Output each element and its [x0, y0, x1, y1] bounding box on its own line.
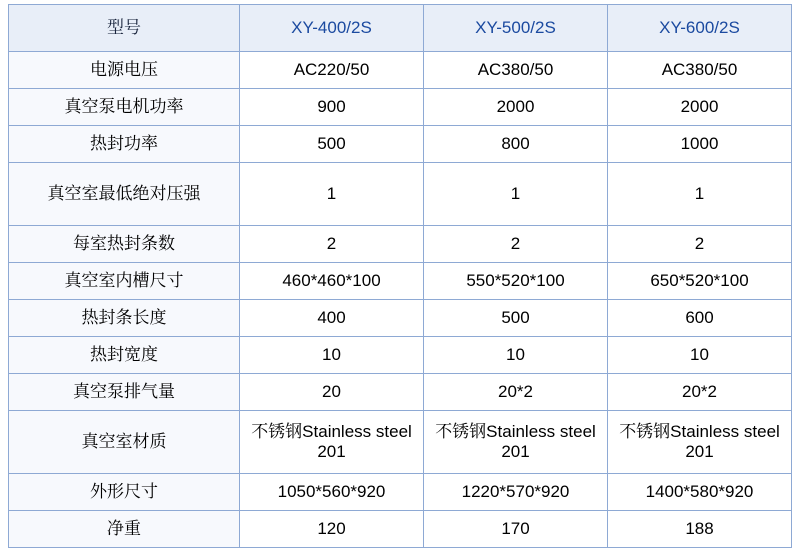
parameter-cell: 净重: [9, 511, 240, 548]
table-row: [9, 163, 792, 226]
table-row: [9, 337, 792, 374]
value-cell: 120: [240, 511, 424, 548]
value-cell: 1220*570*920: [424, 474, 608, 511]
value-cell: 170: [424, 511, 608, 548]
parameter-cell: 电源电压: [9, 52, 240, 89]
value-cell: 500: [424, 300, 608, 337]
value-cell: 1: [608, 163, 792, 226]
value-cell: 2: [608, 226, 792, 263]
value-cell: 20: [240, 374, 424, 411]
specification-table: [8, 4, 792, 548]
column-header-model-3: XY-600/2S: [608, 5, 792, 52]
table-body: [9, 52, 792, 548]
column-header-model-2: XY-500/2S: [424, 5, 608, 52]
value-cell: 20*2: [608, 374, 792, 411]
value-cell: 不锈钢Stainless steel 201: [424, 411, 608, 474]
value-cell: 1: [240, 163, 424, 226]
parameter-cell: 热封宽度: [9, 337, 240, 374]
value-cell: 不锈钢Stainless steel 201: [240, 411, 424, 474]
value-cell: 400: [240, 300, 424, 337]
value-cell: 188: [608, 511, 792, 548]
value-cell: 600: [608, 300, 792, 337]
table-row: [9, 263, 792, 300]
table-row: [9, 411, 792, 474]
value-cell: 2000: [608, 89, 792, 126]
value-cell: 1: [424, 163, 608, 226]
table-row: [9, 374, 792, 411]
value-cell: AC220/50: [240, 52, 424, 89]
parameter-cell: 真空泵排气量: [9, 374, 240, 411]
value-cell: 2: [424, 226, 608, 263]
value-cell: AC380/50: [608, 52, 792, 89]
value-cell: 2000: [424, 89, 608, 126]
value-cell: 10: [240, 337, 424, 374]
table-row: [9, 511, 792, 548]
table-row: [9, 300, 792, 337]
table-header-row: [9, 5, 792, 52]
column-header-parameter: 型号: [9, 5, 240, 52]
parameter-cell: 真空室材质: [9, 411, 240, 474]
value-cell: 550*520*100: [424, 263, 608, 300]
table-row: [9, 474, 792, 511]
value-cell: 20*2: [424, 374, 608, 411]
parameter-cell: 热封条长度: [9, 300, 240, 337]
value-cell: 800: [424, 126, 608, 163]
table-header: [9, 5, 792, 52]
table-row: [9, 52, 792, 89]
value-cell: 650*520*100: [608, 263, 792, 300]
value-cell: 2: [240, 226, 424, 263]
parameter-cell: 真空泵电机功率: [9, 89, 240, 126]
parameter-cell: 真空室最低绝对压强: [9, 163, 240, 226]
value-cell: 1050*560*920: [240, 474, 424, 511]
parameter-cell: 热封功率: [9, 126, 240, 163]
value-cell: 900: [240, 89, 424, 126]
column-header-model-1: XY-400/2S: [240, 5, 424, 52]
value-cell: 1400*580*920: [608, 474, 792, 511]
value-cell: AC380/50: [424, 52, 608, 89]
value-cell: 不锈钢Stainless steel 201: [608, 411, 792, 474]
table-row: [9, 89, 792, 126]
value-cell: 460*460*100: [240, 263, 424, 300]
parameter-cell: 外形尺寸: [9, 474, 240, 511]
parameter-cell: 每室热封条数: [9, 226, 240, 263]
parameter-cell: 真空室内槽尺寸: [9, 263, 240, 300]
value-cell: 10: [608, 337, 792, 374]
table-row: [9, 126, 792, 163]
table-row: [9, 226, 792, 263]
value-cell: 1000: [608, 126, 792, 163]
value-cell: 500: [240, 126, 424, 163]
value-cell: 10: [424, 337, 608, 374]
